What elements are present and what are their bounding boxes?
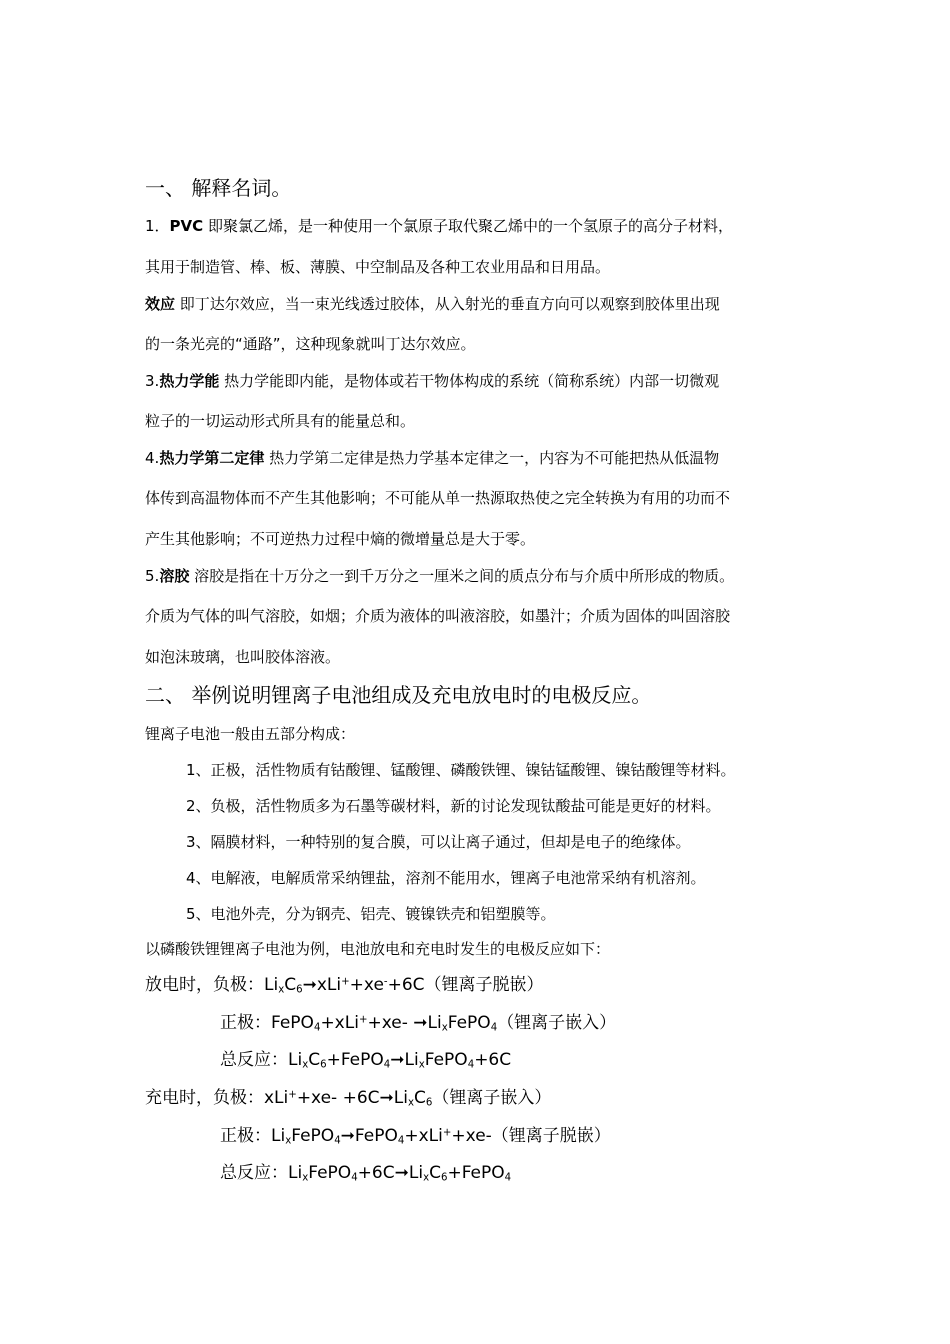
term-1-number: 1． bbox=[145, 217, 170, 235]
reaction-note: （锂离子嵌入） bbox=[432, 1088, 552, 1108]
reaction-note: （锂离子脱嵌） bbox=[491, 1126, 611, 1146]
battery-intro: 锂离子电池一般由五部分构成： bbox=[145, 725, 356, 743]
charge-positive-reaction: 正极：$Li_xFePO_4➞FePO_4+xLi^++xe-$（锂离子脱嵌） bbox=[220, 1126, 611, 1147]
component-item-1: 1、正极，活性物质有钴酸锂、锰酸锂、磷酸铁锂、镍钴锰酸锂、镍钴酸锂等材料。 bbox=[186, 761, 736, 779]
reaction-intro: 以磷酸铁锂锂离子电池为例，电池放电和充电时发生的电极反应如下： bbox=[145, 940, 611, 958]
reaction-note: （锂离子嵌入） bbox=[497, 1013, 617, 1033]
arrow-icon: ➞ bbox=[379, 1088, 394, 1108]
term-2-definition: 即丁达尔效应，当一束光线透过胶体，从入射光的垂直方向可以观察到胶体里出现 bbox=[175, 295, 720, 313]
term-1-line-2: 其用于制造管、棒、板、薄膜、中空制品及各种工农业用品和日用品。 bbox=[145, 258, 611, 276]
discharge-positive-reaction: 正极：FePO$_4$+xLi++xe- $➞Li_xFePO_4$（锂离子嵌入） bbox=[220, 1013, 617, 1034]
arrow-icon: ➞ bbox=[302, 975, 317, 995]
term-4-line-3: 产生其他影响；不可逆热力过程中熵的微增量总是大于零。 bbox=[145, 530, 536, 548]
charge-total-reaction: 总反应：$Li_xFePO_4+6C➞Li_xC_6+FePO_4$ bbox=[220, 1163, 512, 1184]
term-4-line-2: 体传到高温物体而不产生其他影响；不可能从单一热源取热使之完全转换为有用的功而不 bbox=[145, 489, 731, 507]
discharge-label: 放电时， bbox=[145, 975, 213, 995]
arrow-icon: ➞ bbox=[390, 1050, 405, 1070]
term-5-definition: 溶胶是指在十万分之一到千万分之一厘米之间的质点分布与介质中所形成的物质。 bbox=[189, 567, 735, 585]
total-label: 总反应： bbox=[220, 1050, 288, 1070]
arrow-icon: ➞ bbox=[394, 1163, 409, 1183]
term-5-line-2: 介质为气体的叫气溶胶，如烟；介质为液体的叫液溶胶，如墨汁；介质为固体的叫固溶胶 bbox=[145, 607, 731, 625]
term-5-line-3: 如泡沫玻璃，也叫胶体溶液。 bbox=[145, 648, 341, 666]
term-2-line-2: 的一条光亮的“通路”，这种现象就叫丁达尔效应。 bbox=[145, 335, 476, 353]
discharge-total-reaction: 总反应：$Li_xC_6+FePO_4➞Li_xFePO_4+6C$ bbox=[220, 1050, 512, 1071]
arrow-icon: ➞ bbox=[413, 1013, 428, 1033]
term-1-definition: 即聚氯乙烯，是一种使用一个氯原子取代聚乙烯中的一个氢原子的高分子材料， bbox=[203, 217, 733, 235]
reaction-note: （锂离子脱嵌） bbox=[424, 975, 544, 995]
term-3-line-2: 粒子的一切运动形式所具有的能量总和。 bbox=[145, 412, 416, 430]
term-5-number: 5. bbox=[145, 567, 160, 585]
component-item-2: 2、负极，活性物质多为石墨等碳材料，新的讨论发现钛酸盐可能是更好的材料。 bbox=[186, 797, 721, 815]
section-2-title: 二、 举例说明锂离子电池组成及充电放电时的电极反应。 bbox=[145, 683, 652, 707]
charge-label: 充电时， bbox=[145, 1088, 213, 1108]
term-2-name: 效应 bbox=[145, 295, 176, 313]
component-item-5: 5、电池外壳，分为钢壳、铝壳、镀镍铁壳和铝塑膜等。 bbox=[186, 905, 556, 923]
positive-label: 正极： bbox=[220, 1126, 271, 1146]
component-item-4: 4、电解液，电解质常采纳锂盐，溶剂不能用水，锂离子电池常采纳有机溶剂。 bbox=[186, 869, 706, 887]
positive-label: 正极： bbox=[220, 1013, 271, 1033]
term-1-line-1 bbox=[145, 217, 733, 235]
section-1-title: 一、 解释名词。 bbox=[145, 176, 292, 200]
total-label: 总反应： bbox=[220, 1163, 288, 1183]
term-2-line-1 bbox=[145, 295, 720, 313]
charge-negative-reaction: 充电时，负极：$xLi^++xe- +6C➞Li_xC_6$（锂离子嵌入） bbox=[145, 1088, 552, 1109]
term-3-definition: 热力学能即内能，是物体或若干物体构成的系统（简称系统）内部一切微观 bbox=[219, 372, 720, 390]
term-5-line-1 bbox=[145, 567, 734, 585]
term-4-name: 热力学第二定律 bbox=[159, 449, 265, 467]
term-4-line-1 bbox=[145, 449, 719, 467]
term-3-name: 热力学能 bbox=[159, 372, 220, 390]
component-item-3: 3、隔膜材料，一种特别的复合膜，可以让离子通过，但却是电子的绝缘体。 bbox=[186, 833, 691, 851]
term-4-definition: 热力学第二定律是热力学基本定律之一，内容为不可能把热从低温物 bbox=[264, 449, 720, 467]
discharge-negative-reaction: 放电时，负极：$Li_xC_6➞xLi^++xe^-+6C$（锂离子脱嵌） bbox=[145, 975, 544, 996]
negative-label: 负极： bbox=[213, 1088, 264, 1108]
arrow-icon: ➞ bbox=[340, 1126, 355, 1146]
term-4-number: 4. bbox=[145, 449, 160, 467]
term-3-number: 3. bbox=[145, 372, 160, 390]
negative-label: 负极： bbox=[213, 975, 264, 995]
term-5-name: 溶胶 bbox=[159, 567, 190, 585]
term-1-name: PVC bbox=[169, 217, 204, 235]
term-3-line-1 bbox=[145, 372, 719, 390]
